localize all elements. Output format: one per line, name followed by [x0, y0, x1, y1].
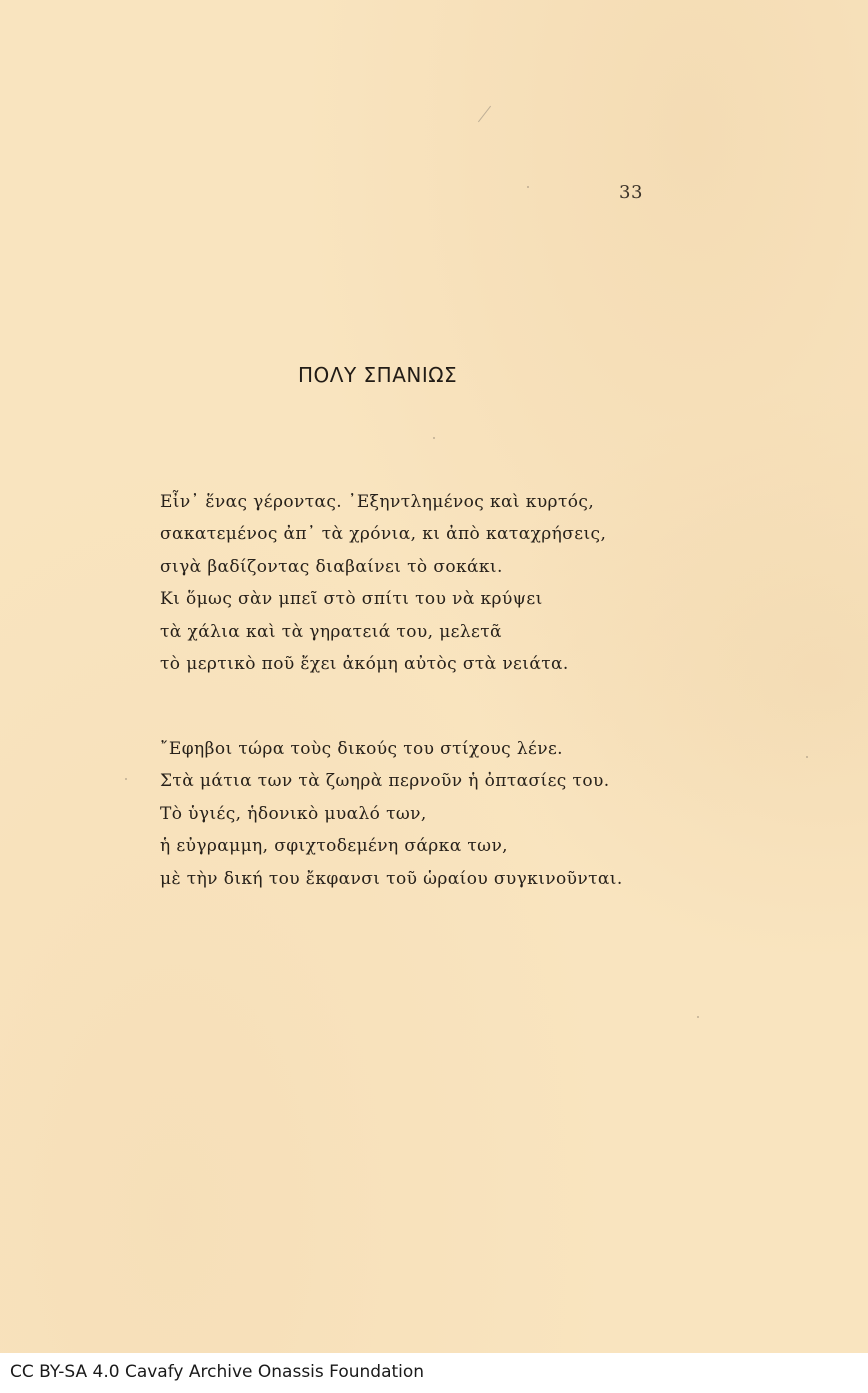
verse-line: τὰ χάλια καὶ τὰ γηρατειά του, μελετᾶ — [160, 621, 502, 642]
paper-speck — [697, 1016, 699, 1018]
verse-line: μὲ τὴν δική του ἔκφανσι τοῦ ὡραίου συγκινοῦνται. — [160, 868, 623, 889]
verse-line: σιγὰ βαδίζοντας διαβαίνει τὸ σοκάκι. — [160, 556, 503, 577]
poem-stanza-2 — [160, 733, 623, 895]
license-credit: CC BY-SA 4.0 Cavafy Archive Onassis Foundation — [10, 1362, 425, 1382]
verse-line: ῎Εφηβοι τώρα τοὺς δικούς του στίχους λένε. — [160, 739, 563, 759]
verse-line: τὸ μερτικὸ ποῦ ἔχει ἀκόμη αὐτὸς στὰ νειάτα. — [160, 653, 569, 674]
paper-speck — [527, 186, 529, 188]
verse-line: Τὸ ὑγιές, ἡδονικὸ μυαλό των, — [160, 803, 427, 824]
paper-scratch-mark — [478, 106, 491, 122]
verse-line: σακατεμένος ἀπ᾿ τὰ χρόνια, κι ἀπὸ καταχρήσεις, — [160, 524, 607, 545]
poem-stanza-1 — [160, 486, 606, 680]
verse-line: ἡ εὐγραμμη, σφιχτοδεμένη σάρκα των, — [160, 836, 508, 857]
paper-speck — [125, 778, 127, 780]
verse-line: Εἶν᾿ ἕνας γέροντας. ᾿Εξηντλημένος καὶ κυρτός, — [160, 492, 595, 512]
verse-line: Στὰ μάτια των τὰ ζωηρὰ περνοῦν ἡ ὀπτασίες του. — [160, 771, 610, 792]
paper-speck — [433, 437, 435, 439]
paper-speck — [806, 756, 808, 758]
page-number: 33 — [619, 182, 643, 203]
poem-title: ΠΟΛΥ ΣΠΑΝΙΩΣ — [298, 363, 458, 387]
verse-line: Κι ὅμως σὰν μπεῖ στὸ σπίτι του νὰ κρύψει — [160, 589, 543, 610]
